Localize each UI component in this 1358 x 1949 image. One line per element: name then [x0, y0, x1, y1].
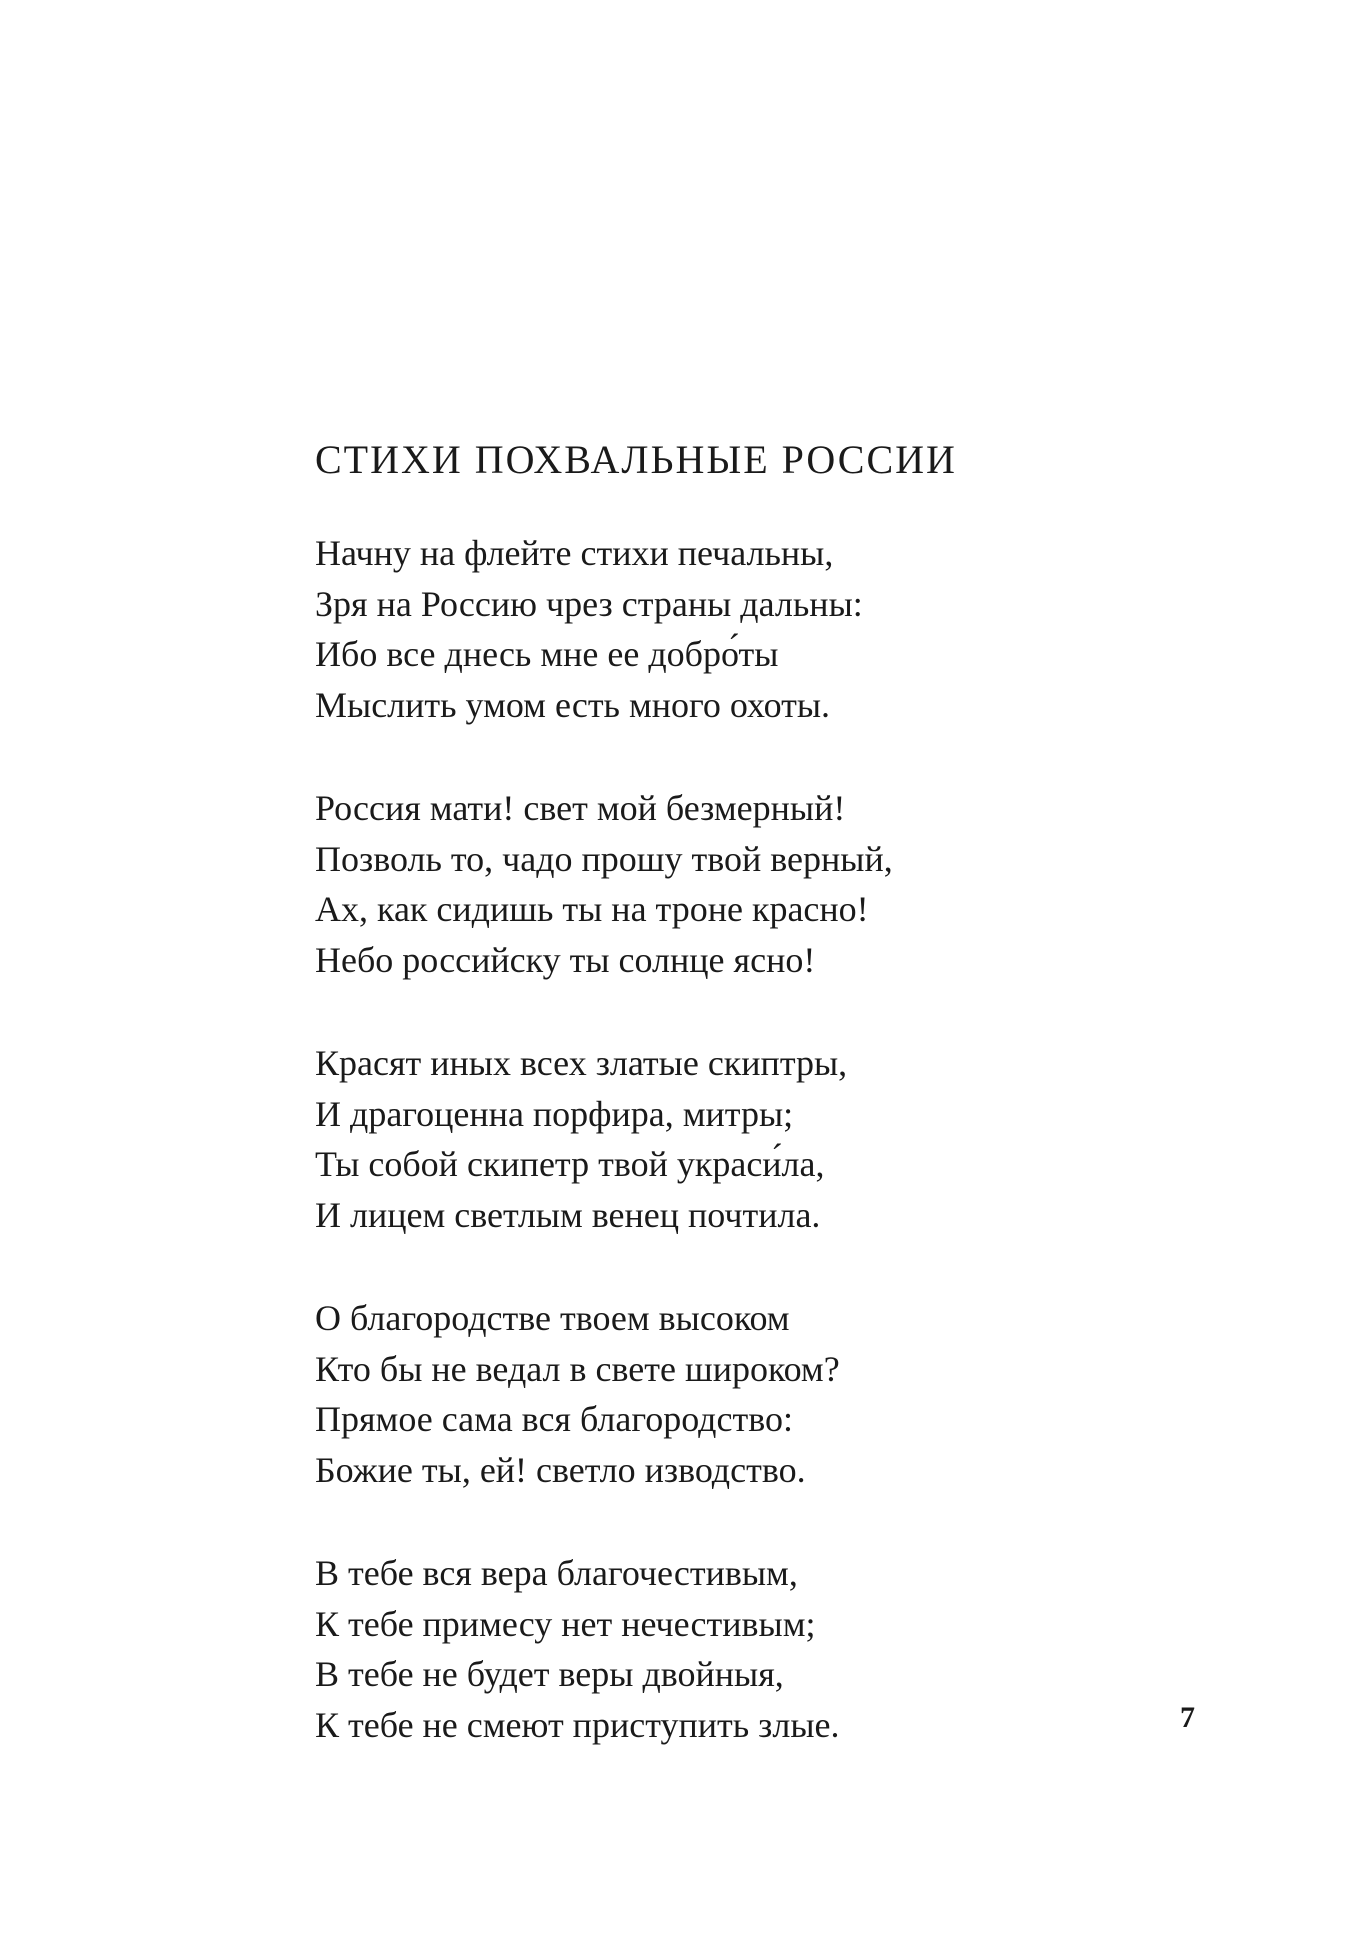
stanza-3: [315, 1038, 1075, 1240]
poem: [315, 436, 1075, 1803]
verse-line: К тебе примесу нет нечестивым;: [315, 1603, 816, 1644]
verse-line: Мыслить умом есть много охоты.: [315, 684, 831, 725]
verse-line: Ибо все днесь мне ее добро́ты: [315, 634, 779, 674]
verse-line: Божие ты, ей! светло изводство.: [315, 1449, 806, 1490]
verse-line: Ах, как сидишь ты на троне красно!: [315, 889, 869, 929]
stanza-5: [315, 1548, 1075, 1750]
stanza-2: [315, 783, 1075, 985]
verse-line: Россия мати! свет мой безмерный!: [315, 788, 846, 828]
verse-line: В тебе вся вера благочестивым,: [315, 1553, 798, 1593]
verse-line: Прямое сама вся благородство:: [315, 1399, 793, 1439]
verse-line: Зря на Россию чрез страны дальны:: [315, 583, 863, 624]
verse-line: Красят иных всех златые скиптры,: [315, 1043, 848, 1083]
poem-title: СТИХИ ПОХВАЛЬНЫЕ РОССИИ: [315, 437, 957, 482]
page-number: 7: [1180, 1701, 1195, 1734]
verse-line: И лицем светлым венец почтила.: [315, 1194, 821, 1235]
verse-line: Небо российску ты солнце ясно!: [315, 939, 816, 980]
verse-line: Начну на флейте стихи печальны,: [315, 533, 834, 573]
verse-line: О благородстве твоем высоком: [315, 1298, 790, 1338]
verse-line: Ты собой скипетр твой украси́ла,: [315, 1144, 825, 1184]
verse-line: Кто бы не ведал в свете широком?: [315, 1348, 840, 1389]
verse-line: И драгоценна порфира, митры;: [315, 1093, 794, 1134]
stanza-4: [315, 1293, 1075, 1495]
verse-line: В тебе не будет веры двойныя,: [315, 1654, 784, 1694]
verse-line: К тебе не смеют приступить злые.: [315, 1704, 840, 1745]
verse-line: Позволь то, чадо прошу твой верный,: [315, 838, 893, 879]
stanza-1: [315, 528, 1075, 730]
